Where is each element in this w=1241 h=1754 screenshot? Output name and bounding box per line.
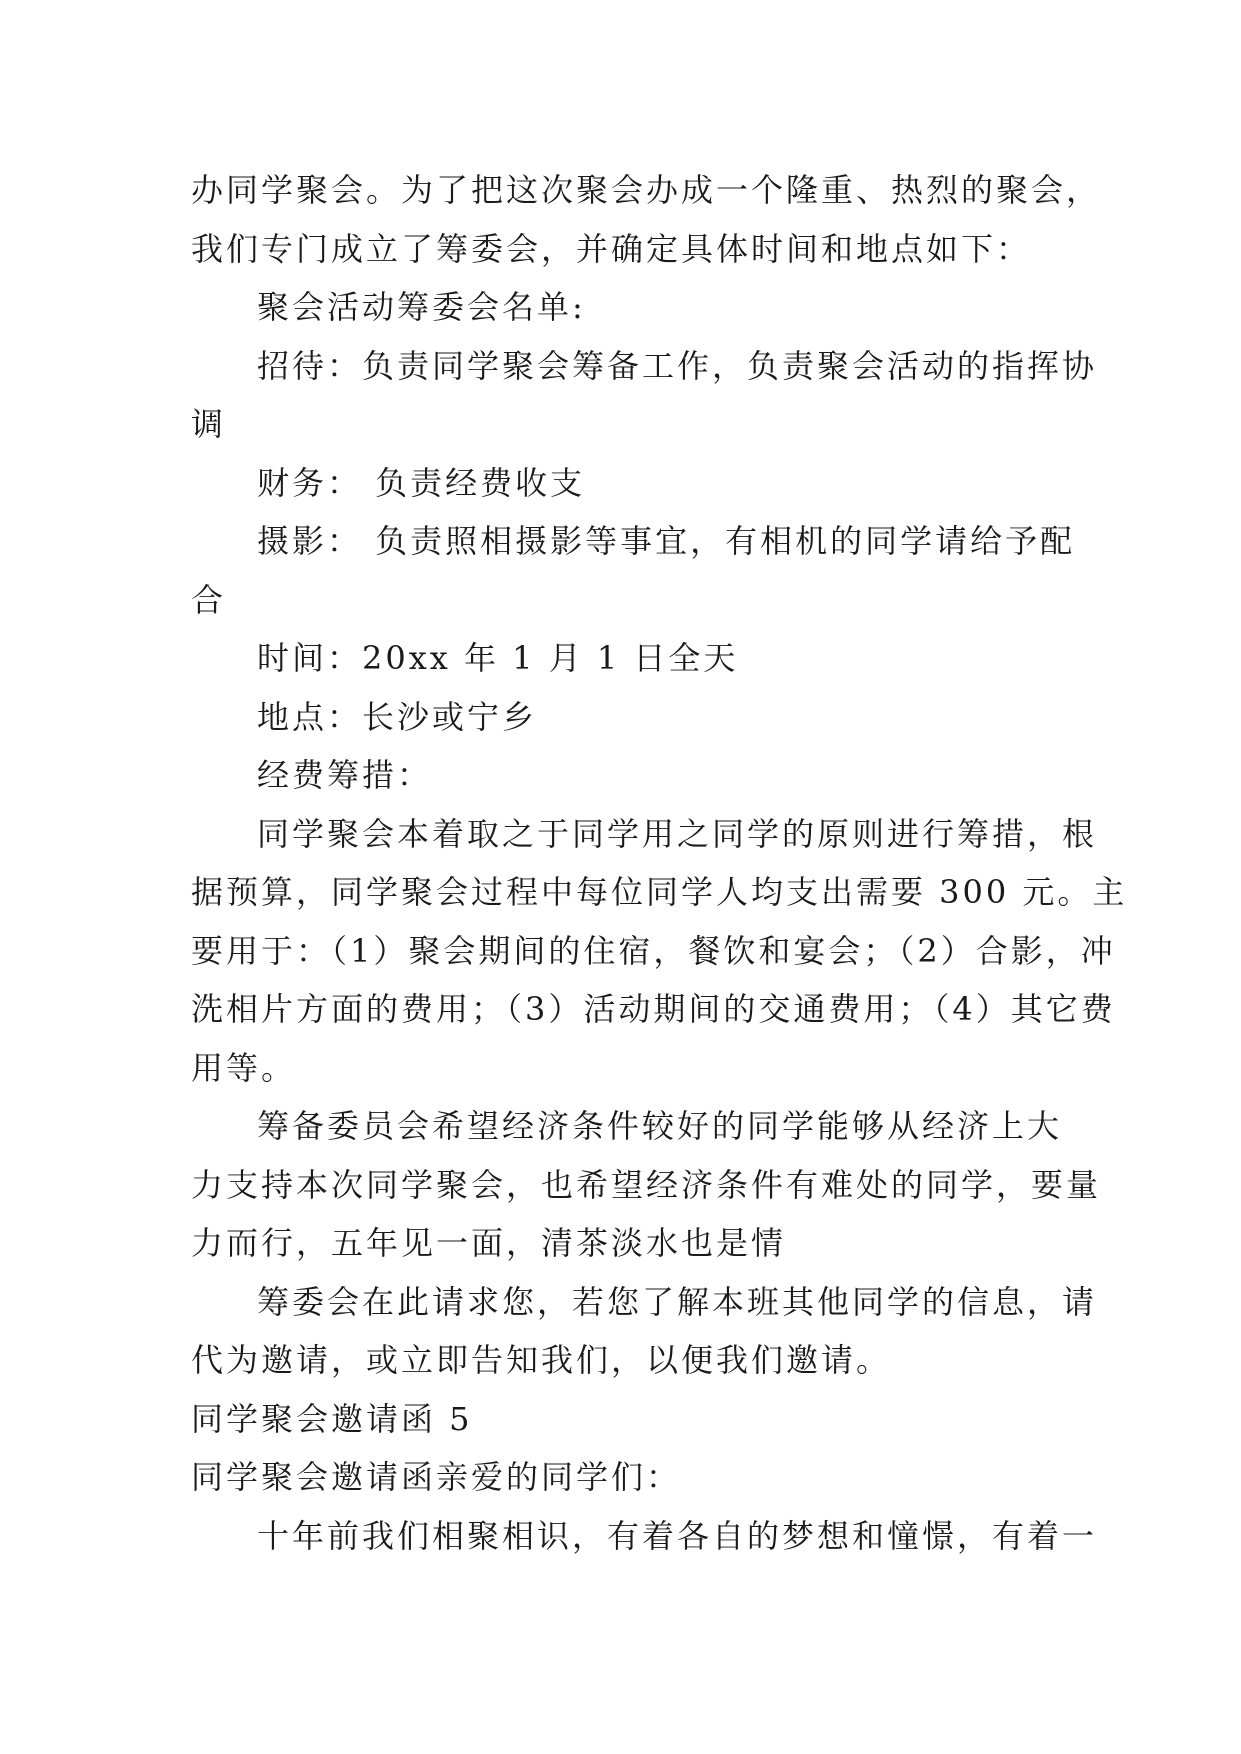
event-time: 时间：20xx 年 1 月 1 日全天 bbox=[257, 639, 739, 677]
text-line: 办同学聚会。为了把这次聚会办成一个隆重、热烈的聚会， bbox=[191, 171, 1102, 209]
text-line: 筹备委员会希望经济条件较好的同学能够从经济上大 bbox=[257, 1107, 1063, 1145]
text-line: 力而行，五年见一面，清茶淡水也是情 bbox=[191, 1224, 787, 1262]
text-line: 要用于：（1）聚会期间的住宿，餐饮和宴会；（2）合影，冲 bbox=[191, 931, 1116, 970]
text-line: 洗相片方面的费用；（3）活动期间的交通费用；（4）其它费 bbox=[191, 990, 1116, 1028]
text-line: 调 bbox=[191, 405, 227, 443]
text-line: 筹委会在此请求您，若您了解本班其他同学的信息，请 bbox=[257, 1282, 1098, 1321]
document-page bbox=[191, 161, 1128, 1565]
text-line: 我们专门成立了筹委会，并确定具体时间和地点如下： bbox=[191, 229, 1032, 268]
text-line: 代为邀请，或立即告知我们，以便我们邀请。 bbox=[191, 1341, 892, 1379]
committee-list-heading: 聚会活动筹委会名单: bbox=[257, 288, 586, 326]
salutation: 同学聚会邀请函亲爱的同学们： bbox=[191, 1458, 682, 1496]
text-line: 财务： 负责经费收支 bbox=[257, 463, 586, 502]
funding-heading: 经费筹措： bbox=[257, 756, 433, 794]
text-line: 用等。 bbox=[191, 1048, 297, 1087]
text-line: 十年前我们相聚相识，有着各自的梦想和憧憬，有着一 bbox=[257, 1516, 1098, 1555]
section-title: 同学聚会邀请函 5 bbox=[191, 1399, 473, 1438]
text-line: 摄影： 负责照相摄影等事宜，有相机的同学请给予配 bbox=[257, 522, 1076, 560]
text-line: 同学聚会本着取之于同学用之同学的原则进行筹措，根 bbox=[257, 814, 1098, 853]
text-line: 力支持本次同学聚会，也希望经济条件有难处的同学，要量 bbox=[191, 1165, 1102, 1204]
text-line: 招待：负责同学聚会筹备工作，负责聚会活动的指挥协 bbox=[257, 346, 1098, 385]
text-line: 合 bbox=[191, 580, 227, 619]
text-line: 据预算，同学聚会过程中每位同学人均支出需要 300 元。主 bbox=[191, 873, 1128, 911]
event-location: 地点：长沙或宁乡 bbox=[257, 697, 538, 736]
